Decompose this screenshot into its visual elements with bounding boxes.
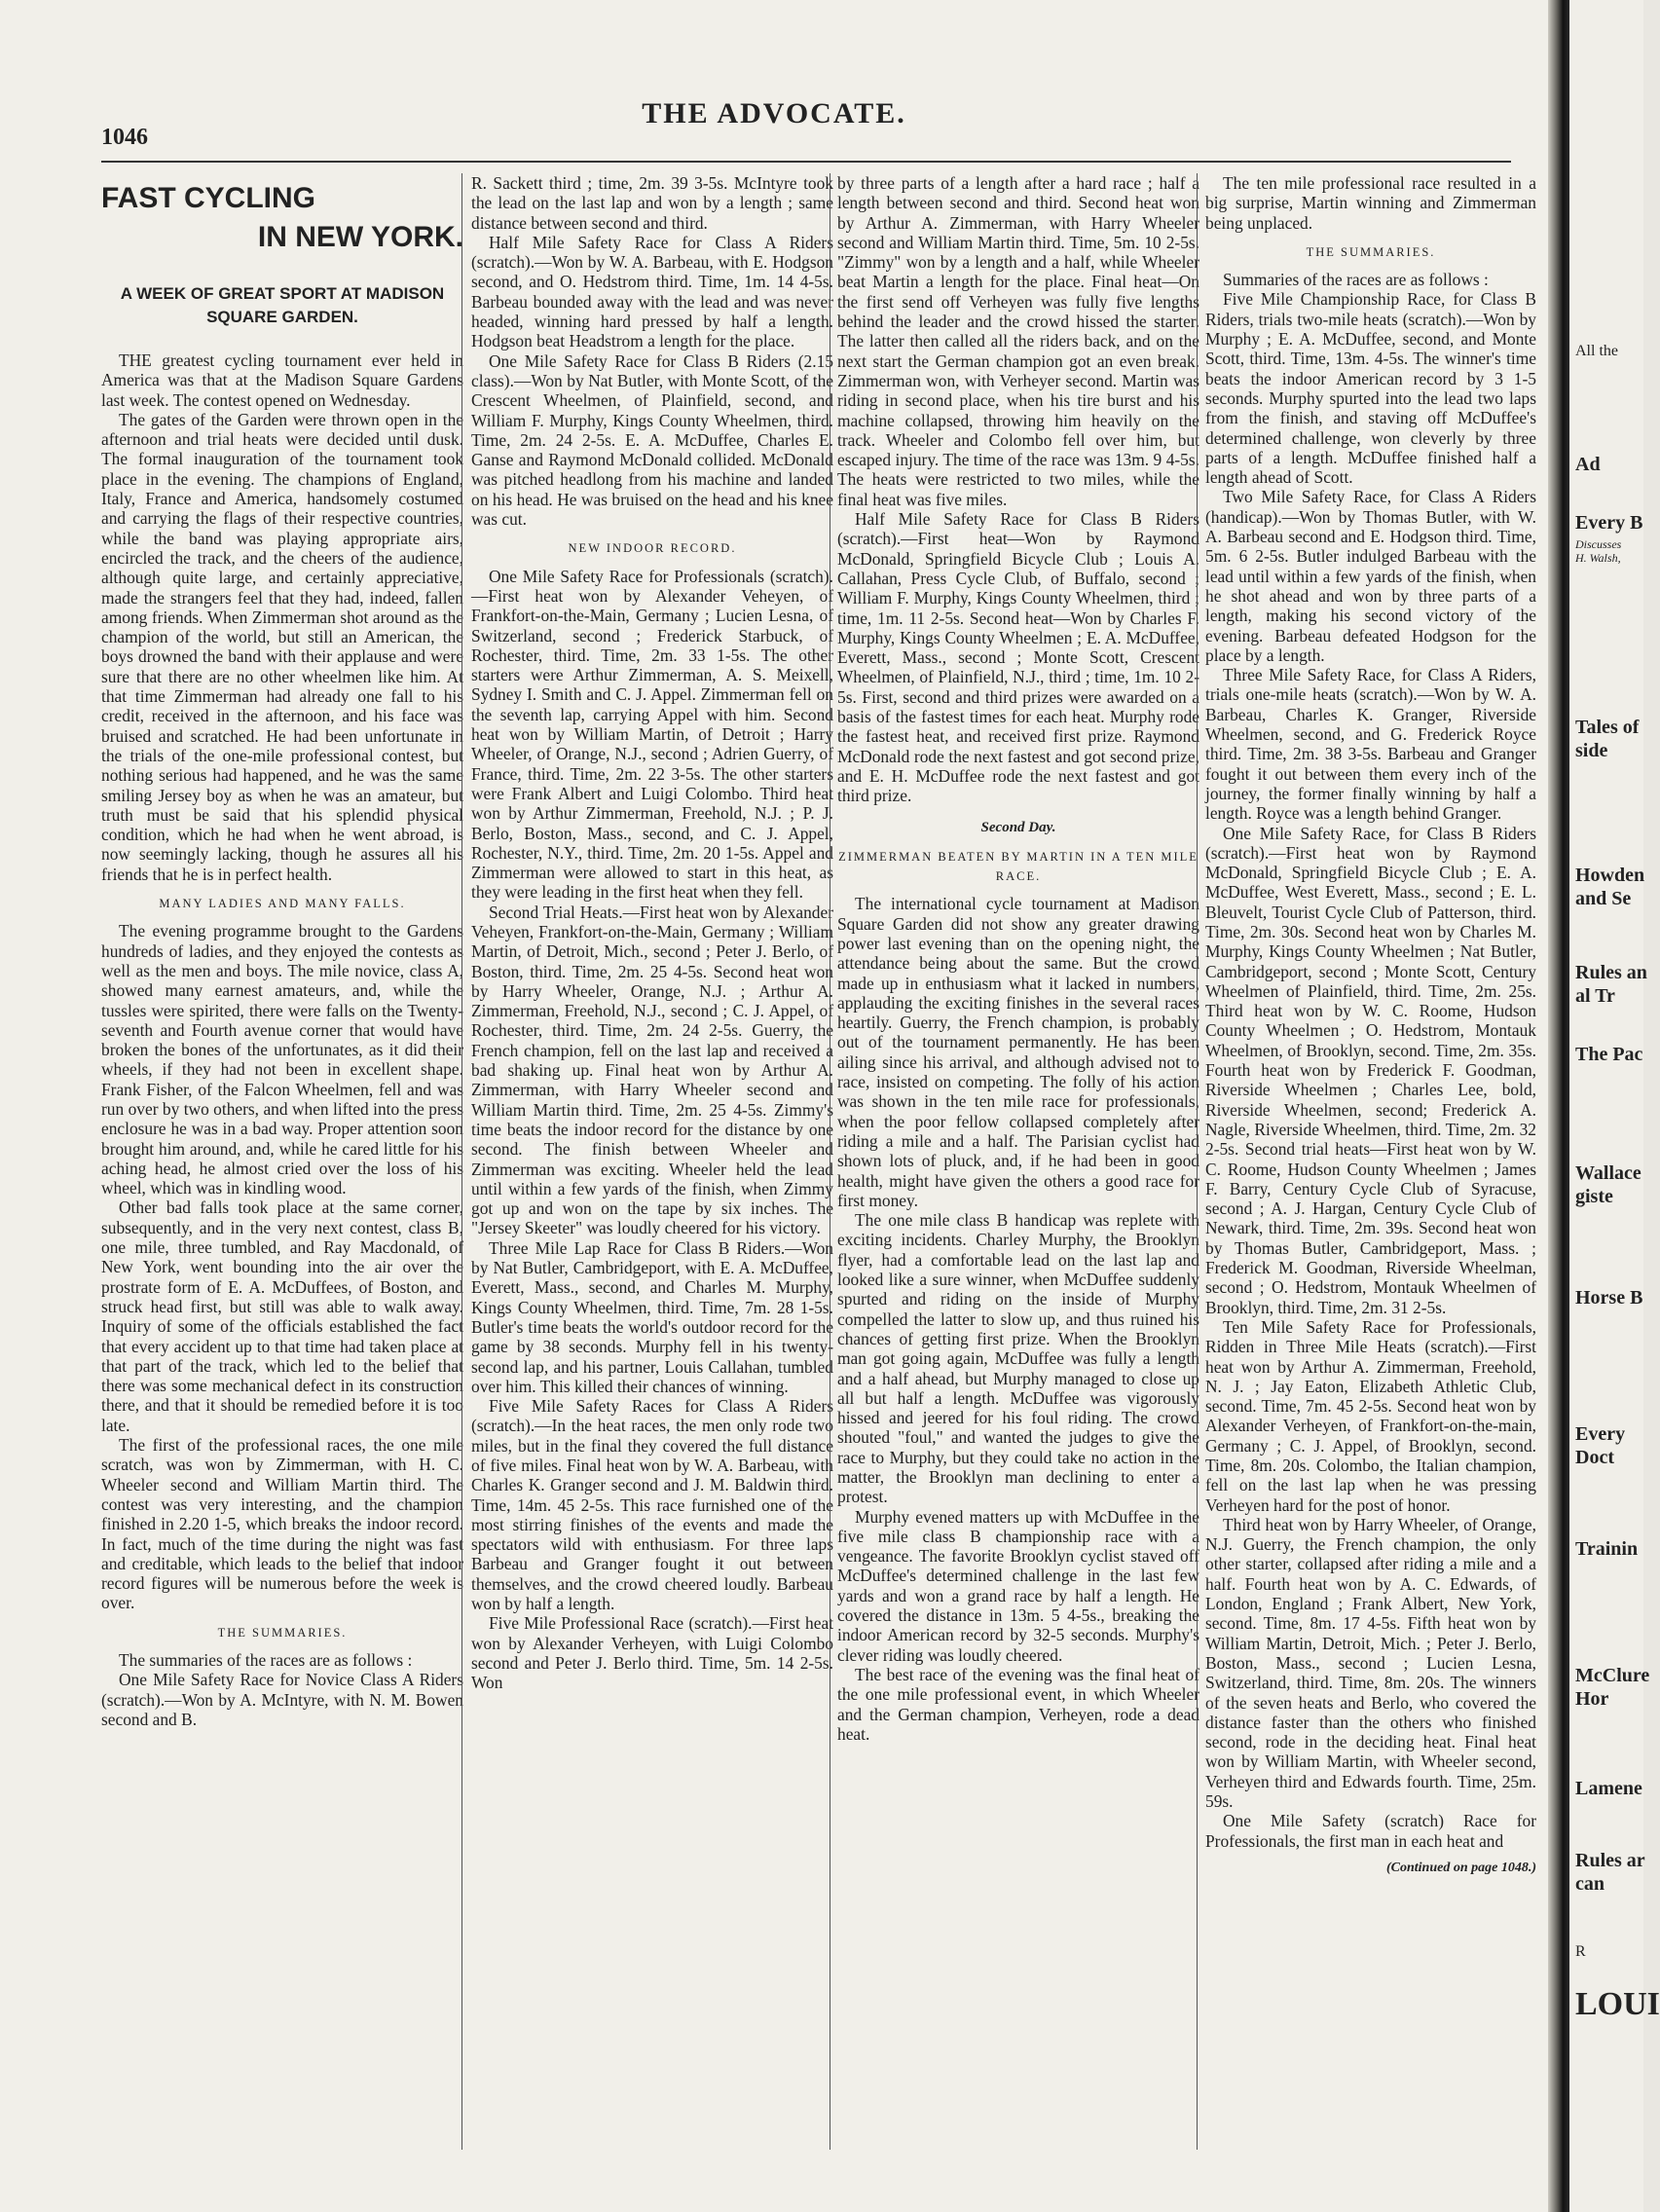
column-divider: [461, 173, 462, 2150]
subheading: THE SUMMARIES.: [217, 1625, 348, 1640]
adjacent-page-text: al Tr: [1575, 985, 1615, 1007]
paragraph: Second Trial Heats.—First heat won by Alexander Veheyen, Frankfort-on-the-Main, Germany ; William Martin, of Detroit, Mich., second ; Peter J. Berlo, of Boston, third. Time, 2m. 25 4-5s. Second heat won by Harry Wheeler, Orange, N.J. ; Arthur A. Zimmerman, Freehold, N.J., second ; C. J. Appel, of Rochester, third. Time, 2m. 24 2-5s. Guerry, the French champion, fell on the last lap and received a bad shaking up. Final heat won by Arthur A. Zimmerman, with Harry Wheeler second and William Martin third. Time, 2m. 25 4-5s. Zimmy's time beats the indoor record for the distance by one second. The finish between Wheeler and Zimmerman was exciting. Wheeler held the lead until within a few yards of the finish, when Zimmy got up and won on the tape by six inches. The "Jersey Skeeter" was loudly cheered for his victory.: [471, 902, 833, 1238]
paragraph: One Mile Safety Race for Professionals (scratch).—First heat won by Alexander Veheyen, of Frankfort-on-the-Main, Germany ; Lucien Lesna, of Switzerland, second ; Frederick Starbuck, of Rochester, third. Time, 2m. 33 1-5s. The other starters were Arthur Zimmerman, A. S. Meixell, Sydney I. Smith and C. J. Appel. Zimmerman fell on the seventh lap, carrying Appel with him. Second heat won by William Martin, of Detroit ; Harry Wheeler, of Orange, N.J., second ; Adrien Guerry, of France, third. Time, 2m. 22 3-5s. The other starters were Frank Albert and Luigi Colombo. Third heat won by Arthur Zimmerman, Freehold, N.J. ; P. J. Berlo, Boston, Mass., second, and C. J. Appel, Rochester, N.Y., third. Time, 2m. 20 1-5s. Appel and Zimmerman were allowed to start in this heat, as they were leading in the first heat when they fell.: [471, 566, 833, 903]
adjacent-page-text: Trainin: [1575, 1538, 1639, 1560]
paragraph: Three Mile Safety Race, for Class A Riders, trials one-mile heats (scratch).—Won by W. A. Barbeau, Charles K. Granger, Riverside Wheelmen, second, and G. Frederick Royce third. Time, 2m. 38 3-5s. Barbeau and Granger fought it out between them every inch of the journey, the former finally winning by half a length. Royce was a length behind Granger.: [1205, 665, 1536, 824]
paragraph: The ten mile professional race resulted in a big surprise, Martin winning and Zimmerman being unplaced.: [1205, 173, 1536, 233]
paragraph: The best race of the evening was the final heat of the one mile professional event, in which Wheeler and the German champion, Verheyen, rode a dead heat.: [837, 1664, 1199, 1744]
adjacent-page-text: H. Walsh,: [1575, 551, 1621, 565]
headline-line-1: FAST CYCLING: [101, 182, 316, 214]
paragraph: Five Mile Professional Race (scratch).—First heat won by Alexander Verheyen, with Luigi Colombo second and Peter J. Berlo third. Time, 5m. 14 2-5s. Won: [471, 1613, 833, 1693]
paragraph: The one mile class B handicap was replete with exciting incidents. Charley Murphy, the Brooklyn flyer, had a comfortable lead on the last lap and looked like a sure winner, when McDuffee suddenly spurted and riding on the inside of Murphy compelled the latter to slow up, and thus ruined his chances of getting first prize. When the Brooklyn man got going again, McDuffee was fully a length and a half ahead, but Murphy managed to close up all but half a length. McDuffee was vigorously hissed and jeered for his foul riding. The crowd shouted "foul," and wanted the judges to give the race to Murphy, but they could take no action in the matter, the Brooklyn man declining to enter a protest.: [837, 1210, 1199, 1507]
article-deck: A WEEK OF GREAT SPORT AT MADISON SQUARE GARDEN.: [120, 284, 445, 326]
adjacent-page-text: Wallace: [1575, 1162, 1642, 1184]
adjacent-page-text: The Pac: [1575, 1044, 1643, 1065]
adjacent-page-text: Howden: [1575, 865, 1645, 886]
paragraph: Three Mile Lap Race for Class B Riders.—Won by Nat Butler, Cambridgeport, with E. A. McDuffee, Everett, Mass., second, and Charles M. Murphy, Kings County Wheelmen, third. Time, 7m. 28 1-5s. Butler's time beats the world's outdoor record for the game by 38 seconds. Murphy fell in his twenty-second lap, and his partner, Louis Callahan, tumbled over him. This killed their chances of winning.: [471, 1237, 833, 1396]
paragraph: One Mile Safety Race for Novice Class A Riders (scratch).—Won by A. McIntyre, with N. M. Bowen second and B.: [101, 1670, 463, 1729]
paragraph: Half Mile Safety Race for Class A Riders (scratch).—Won by W. A. Barbeau, with E. Hodgson second, and O. Hedstrom third. Time, 1m. 14 4-5s. Barbeau bounded away with the lead and was never headed, winning hard pressed by half a length. Hodgson beat Headstrom a length for the place.: [471, 232, 833, 351]
paragraph: One Mile Safety (scratch) Race for Professionals, the first man in each heat and: [1205, 1811, 1536, 1851]
adjacent-page-text: can: [1575, 1873, 1605, 1895]
paragraph: The evening programme brought to the Gardens hundreds of ladies, and they enjoyed the contests as well as the men and boys. The mile novice, class A, showed many earnest amateurs, and, while the tussles were spirited, there were falls on the Twenty-seventh and Fourth avenue corner that would have broken the bones of the unfortunates, as it did their wheels, if they had not been in excellent shape. Frank Fisher, of the Falcon Wheelmen, fell and was run over by two others, and when lifted into the press enclosure he was in a bad way. Proper attention soon brought him around, and, while he cared little for his aching head, he almost cried over the loss of his wheel, which was in kindling wood.: [101, 921, 463, 1198]
paragraph: Other bad falls took place at the same corner, subsequently, and in the very next contest, class B, one mile, three tumbled, and Ray Macdonald, of New York, went bounding into the air over the prostrate form of E. A. McDuffees, of Boston, and struck head first, but still was able to walk away. Inquiry of some of the officials established the fact that every accident up to that time had taken place at that part of the track, which led to the belief that there was some mechanical defect in its construction there, and that it should be remedied before it is too late.: [101, 1198, 463, 1435]
paragraph: Five Mile Safety Races for Class A Riders (scratch).—In the heat races, the men only rode two miles, but in the final they covered the full distance of five miles. Final heat won by W. A. Barbeau, with Charles K. Granger second and J. M. Baldwin third. Time, 14m. 45 2-5s. This race furnished one of the most stirring finishes of the events and made the spectators wild with enthusiasm. For three laps Barbeau and Granger fought it out between themselves, and the crowd cheered loudly. Barbeau won by half a length.: [471, 1396, 833, 1614]
column-3: [837, 173, 1199, 2150]
page-number: 1046: [101, 125, 148, 150]
adjacent-page-text: Discusses: [1575, 537, 1622, 551]
paragraph: Third heat won by Harry Wheeler, of Orange, N.J. Guerry, the French champion, the only other starter, collapsed after riding a mile and a half. Fourth heat won by A. C. Edwards, of London, England ; Frank Albert, New York, second. Time, 8m. 17 4-5s. Fifth heat won by William Martin, Detroit, Mich. ; Peter J. Berlo, Boston, Mass., second ; Lucien Lesna, Switzerland, third. Time, 8m. 20s. The winners of the seven heats and Berlo, who covered the distance faster than the others who finished second, rode in the deciding heat. Final heat won by William Martin, with Wheeler second, Verheyen third and Edwards fourth. Time, 25m. 59s.: [1205, 1514, 1536, 1812]
adjacent-page-text: Tales of: [1575, 717, 1640, 738]
adjacent-page-text: Rules an: [1575, 962, 1647, 983]
adjacent-page-text: Horse B: [1575, 1287, 1643, 1309]
subheading: NEW INDOOR RECORD.: [568, 541, 737, 556]
column-1: [101, 173, 463, 2150]
paragraph: The international cycle tournament at Madison Square Garden did not show any greater drawing power last evening than on the opening night, the attendance being about the same. But the crowd made up in enthusiasm what it lacked in numbers, applauding the exciting finishes in the several races heartily. Guerry, the French champion, is probably out of the tournament permanently. He has been ailing since his arrival, and although advised not to race, insisted on competing. The folly of his action was shown in the ten mile race for professionals, when the poor fellow collapsed completely after riding a mile and a half. The Parisian cyclist had shown lots of pluck, and, if he had been in good health, might have given the others a good race for first money.: [837, 894, 1199, 1210]
adjacent-page-text: giste: [1575, 1186, 1613, 1207]
adjacent-page-edge: [1569, 0, 1660, 2212]
paragraph: Summaries of the races are as follows :: [1223, 270, 1489, 290]
headline-line-2: IN NEW YORK.: [257, 221, 463, 253]
header-rule: [101, 161, 1511, 163]
column-1-body: [101, 350, 463, 1729]
adjacent-page-text: All the: [1575, 343, 1618, 359]
adjacent-page-text: side: [1575, 740, 1608, 761]
adjacent-page-text: Rules ar: [1575, 1850, 1645, 1871]
paragraph: One Mile Safety Race for Class B Riders (2.15 class).—Won by Nat Butler, with Monte Scott, of the Crescent Wheelmen, of Plainfield, second, and William F. Murphy, Kings County Wheelmen, third. Time, 2m. 24 2-5s. E. A. McDuffee, Charles E. Ganse and Raymond McDonald collided. McDonald was pitched headlong from his machine and landed on his head. He was bruised on the head and his knee was cut.: [471, 350, 833, 530]
continued-note: (Continued on page 1048.): [1385, 1860, 1536, 1875]
column-4: [1205, 173, 1536, 2150]
page-title: THE ADVOCATE.: [642, 97, 906, 129]
subheading: MANY LADIES AND MANY FALLS.: [159, 897, 406, 911]
adjacent-page-text: LOUI: [1575, 1986, 1660, 2022]
book-gutter: [1548, 0, 1569, 2212]
adjacent-page-text: R: [1575, 1943, 1586, 1960]
paragraph: by three parts of a length after a hard race ; half a length between second and third. Second heat won by Arthur A. Zimmerman, with Harry Wheeler second and William Martin third. Time, 5m. 10 2-5s. "Zimmy" won by a length and a half, while Wheeler beat Martin a length for the place. Final heat—On the first send off Verheyen was fully five lengths behind the leader and the crowd hissed the starter. The latter then called all the riders back, and on the next start the German champion got an even break. Zimmerman won, with Verheyer second. Martin was riding in second place, when his tire burst and his machine collapsed, throwing him heavily on the track. Wheeler and Colombo fell over him, but escaped injury. The time of the race was 13m. 9 4-5s. The heats were restricted to two miles, while the final heat was five miles.: [837, 173, 1199, 509]
paragraph: Ten Mile Safety Race for Professionals, Ridden in Three Mile Heats (scratch).—First heat won by Arthur A. Zimmerman, Freehold, N. J. ; Jay Eaton, Elizabeth Athletic Club, second. Time, 7m. 45 2-5s. Second heat won by Alexander Verheyen, of Frankfort-on-the-main, Germany ; C. J. Appel, of Brooklyn, second. Time, 8m. 20s. Colombo, the Italian champion, fell on the last lap when he was pressing Verheyen hard for the post of honor.: [1205, 1316, 1536, 1515]
adjacent-page-text: Every: [1575, 1423, 1626, 1445]
paragraph: Half Mile Safety Race for Class B Riders (scratch).—First heat—Won by Raymond McDonald, Springfield Bicycle Club ; Louis A. Callahan, Press Cycle Club, of Buffalo, second ; William F. Murphy, Kings County Wheelmen, third ; time, 1m. 11 2-5s. Second heat—Won by Charles F. Murphy, Kings County Wheelmen ; E. A. McDuffee, Everett, Mass., second ; Monte Scott, Crescent Wheelmen, of Plainfield, N.J., third ; time, 1m. 10 2-5s. First, second and third prizes were awarded on a basis of the fastest times for each heat. Murphy rode the fastest heat, and received first prize. Raymond McDonald rode the next fastest and got second prize, and E. H. McDuffee rode the next fastest and got third prize.: [837, 509, 1199, 806]
subheading: THE SUMMARIES.: [1306, 244, 1436, 259]
subheading: ZIMMERMAN BEATEN BY MARTIN IN A TEN MILE RACE.: [838, 849, 1199, 884]
paragraph: The first of the professional races, the one mile scratch, was won by Zimmerman, with H. C. Wheeler second and William Martin third. The contest was very interesting, and the champion finished in 2.20 1-5, which breaks the indoor record. In fact, much of the time during the night was fast and creditable, which leads to the belief that indoor record figures will be numerous before the week is over.: [101, 1435, 463, 1613]
paragraph: Two Mile Safety Race, for Class A Riders (handicap).—Won by Thomas Butler, with W. A. Barbeau second and E. Hodgson third. Time, 5m. 6 2-5s. Butler indulged Barbeau with the lead until within a few yards of the finish, when he shot ahead and won by three parts of a length, making his second victory of the evening. Barbeau defeated Hodgson for the place by a length.: [1205, 487, 1536, 665]
day-heading: Second Day.: [980, 819, 1056, 835]
paragraph: One Mile Safety Race, for Class B Riders (scratch).—First heat won by Raymond McDonald, Springfield Bicycle Club ; E. A. McDuffee, West Everett, Mass., second ; E. L. Bleuvelt, Tourist Cycle Club of Patterson, third. Time, 2m. 30s. Second heat won by Charles M. Murphy, Kings County Wheelmen ; Nat Butler, Cambridgeport, second ; Monte Scott, Century Wheelmen of Plainfield, third. Time, 2m. 25s. Third heat won by W. C. Roome, Hudson County Wheelmen ; O. Hedstrom, Montauk Wheelmen, of Brooklyn, second. Time, 2m. 35s. Fourth heat won by Frederick F. Goodman, Riverside Wheelmen ; Charles Lee, bold, Riverside Wheelmen, second; Frederick A. Nagle, Riverside Wheelmen, third. Time, 2m. 32 2-5s. Second trial heats—First heat won by W. C. Roome, Hudson County Wheelmen ; James F. Barry, Century Cycle Club of Syracuse, second ; A. J. Hargan, Century Cycle Club of Newark, third. Time, 2m. 39s. Second heat won by Thomas Butler, Cambridgeport, Mass. ; Frederick M. Goodman, Riverside Wheelman, second ; O. Hedstrom, Montauk Wheelmen of Brooklyn, third. Time, 2m. 31 2-5s.: [1205, 823, 1536, 1317]
adjacent-page-text: Lamene: [1575, 1778, 1642, 1799]
paragraph: Five Mile Championship Race, for Class B Riders, trials two-mile heats (scratch).—Won by Murphy ; E. A. McDuffee, second, and Monte Scott, third. Time, 13m. 4-5s. The winner's time beats the indoor American record by 3 1-5 seconds. Murphy spurted into the lead two laps from the finish, and staving off McDuffee's determined challenge, won cleverly by three parts of a length. McDuffee finished half a length ahead of Scott.: [1205, 289, 1536, 488]
column-2: [471, 173, 833, 2150]
adjacent-page-text: Doct: [1575, 1447, 1614, 1468]
adjacent-page-text: Ad: [1575, 454, 1601, 475]
adjacent-page-text: McClure: [1575, 1665, 1650, 1686]
adjacent-page-text: Hor: [1575, 1688, 1609, 1710]
column-divider: [1197, 173, 1198, 2150]
paragraph: THE greatest cycling tournament ever held in America was that at the Madison Square Gardens last week. The contest opened on Wednesday.: [101, 350, 463, 410]
paragraph: Murphy evened matters up with McDuffee in the five mile class B championship race with a vengeance. The favorite Brooklyn cyclist staved off McDuffee's determined challenge in the last few yards and won a grand race by half a length. He covered the distance in 13m. 5 4-5s., breaking the indoor American record by 32-5 seconds. Murphy's clever riding was loudly cheered.: [837, 1506, 1199, 1665]
adjacent-page-text: and Se: [1575, 888, 1632, 909]
adjacent-page-text: Every B: [1575, 512, 1643, 534]
paragraph: The summaries of the races are as follows :: [119, 1650, 413, 1670]
paragraph: R. Sackett third ; time, 2m. 39 3-5s. McIntyre took the lead on the last lap and won by a length ; same distance between second and third.: [471, 173, 833, 233]
paragraph: The gates of the Garden were thrown open in the afternoon and trial heats were decided until dusk. The formal inauguration of the tournament took place in the evening. The champions of England, Italy, France and America, handsomely costumed and carrying the flags of their respective countries, while the band was playing appropriate airs, encircled the track, and the cheers of the audience, although quite large, and certainly appreciative, made the strangers feel that they had, indeed, fallen among friends. When Zimmerman shot around as the champion of the world, but still an American, the boys drowned the band with their applause and were sure that there are no other wheelmen like him. At that time Zimmerman had already one fall to his credit, received in the afternoon, and his face was bruised and scratched. He had been unfortunate in the trials of the one-mile professional contest, but nothing serious had happened, and he was the same smiling Jersey boy as when he was an amateur, but truth must be said that his splendid physical condition, which he had when he went abroad, is now seemingly lacking, though he assures all his friends that he is in perfect health.: [101, 409, 463, 884]
